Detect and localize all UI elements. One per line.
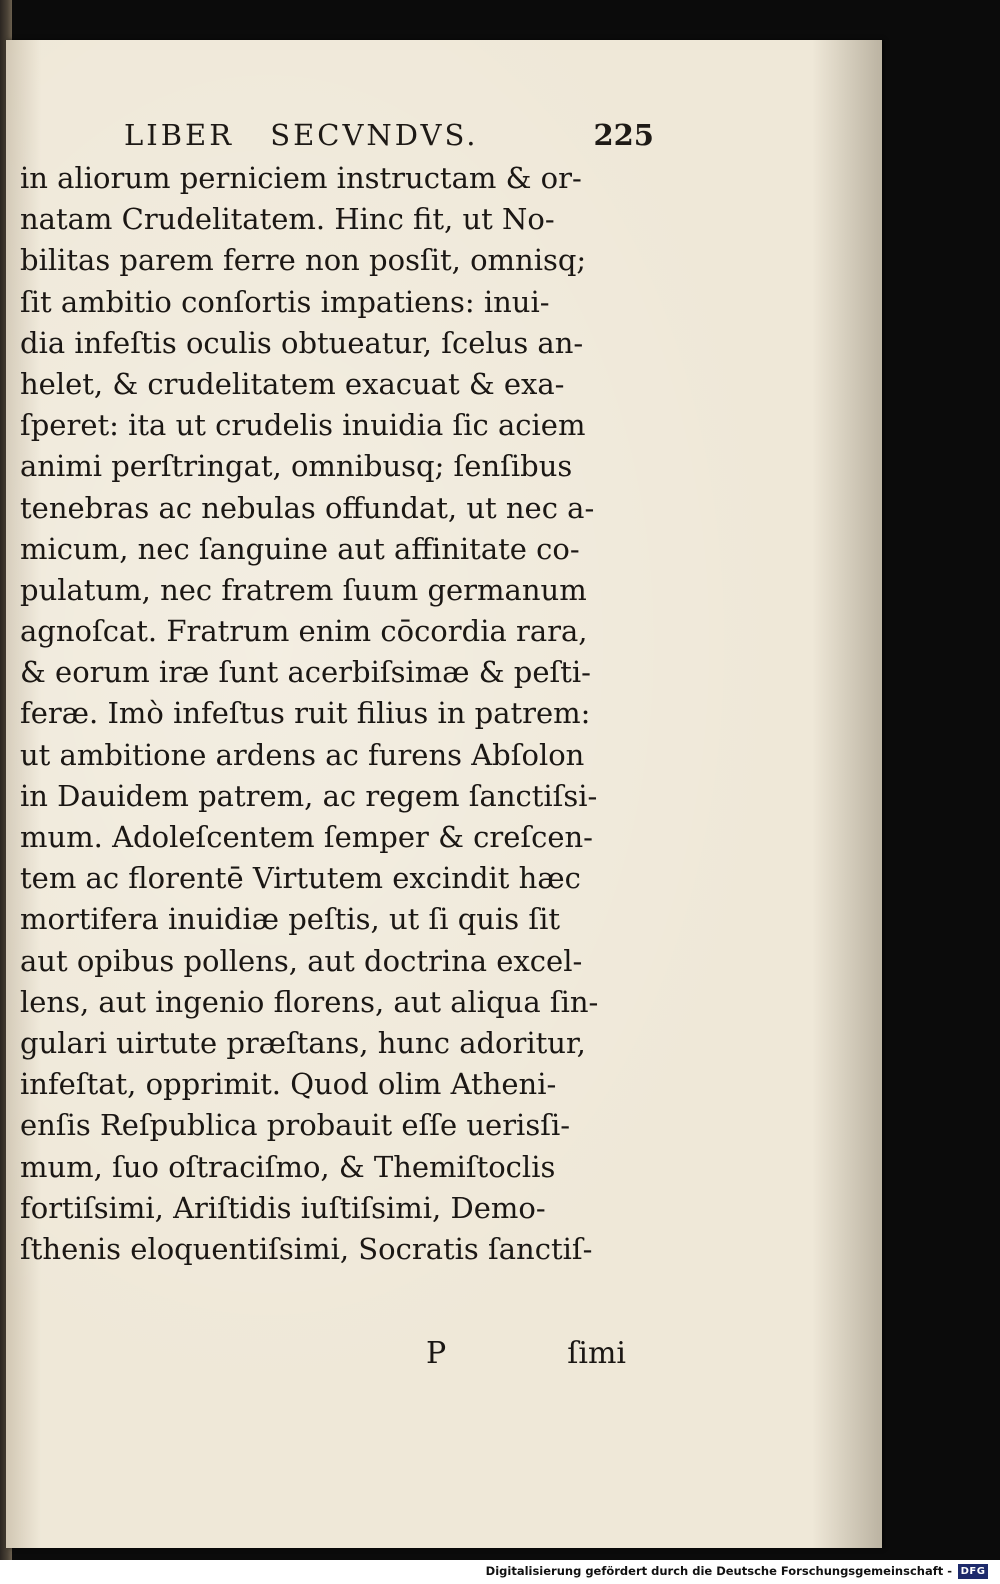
funding-notice: Digitalisierung gefördert durch die Deutsche Forschungsgemeinschaft - bbox=[485, 1564, 952, 1578]
page-number: 225 bbox=[593, 118, 654, 152]
text-line: pulatum, nec fratrem ſuum germanum bbox=[20, 572, 587, 607]
text-line: mum, ſuo oſtraciſmo, & Themiſtoclis bbox=[20, 1149, 556, 1184]
text-line: dia infeſtis oculis obtueatur, ſcelus an- bbox=[20, 325, 584, 360]
text-line: in aliorum perniciem instructam & or- bbox=[20, 161, 582, 195]
text-line: lens, aut ingenio florens, aut aliqua ſin- bbox=[20, 984, 599, 1019]
text-line: ſit ambitio conſortis impatiens: inui- bbox=[20, 284, 550, 319]
text-line: aut opibus pollens, aut doctrina excel- bbox=[20, 943, 583, 978]
text-line: fortiſsimi, Ariſtidis iuſtiſsimi, Demo- bbox=[20, 1190, 546, 1225]
text-line: feræ. Imò infeſtus ruit filius in patrem: bbox=[20, 696, 591, 731]
dfg-logo: DFG bbox=[958, 1564, 988, 1579]
text-line: mortifera inuidiæ peſtis, ut ſi quis ſit bbox=[20, 902, 560, 937]
text-line: natam Crudelitatem. Hinc fit, ut No- bbox=[20, 202, 555, 237]
text-line: agnoſcat. Fratrum enim cōcordia rara, bbox=[20, 614, 588, 649]
text-line: micum, nec ſanguine aut affinitate co- bbox=[20, 531, 580, 566]
text-line: enſis Reſpublica probauit eſſe uerisſi- bbox=[20, 1108, 571, 1143]
text-line: ſthenis eloquentiſsimi, Socratis ſanctiſ- bbox=[20, 1231, 593, 1266]
text-line: helet, & crudelitatem exacuat & exa- bbox=[20, 366, 565, 401]
text-line: infeſtat, opprimit. Quod olim Atheni- bbox=[20, 1067, 557, 1102]
book-page bbox=[6, 40, 882, 1548]
text-line: bilitas parem ferre non posſit, omnisq; bbox=[20, 243, 587, 278]
text-line: in Dauidem patrem, ac regem ſanctiſsi- bbox=[20, 778, 598, 813]
text-line: animi perſtringat, omnibusq; ſenſibus bbox=[20, 449, 573, 484]
running-title: LIBER SECVNDVS. bbox=[124, 118, 479, 152]
signature-mark: P bbox=[426, 1336, 447, 1371]
catchword: ſimi bbox=[567, 1336, 626, 1371]
body-text bbox=[20, 158, 680, 1270]
text-line: ut ambitione ardens ac furens Abſolon bbox=[20, 737, 585, 772]
text-line: mum. Adoleſcentem ſemper & creſcen- bbox=[20, 820, 593, 854]
text-line: tem ac florentē Virtutem excindit hæc bbox=[20, 861, 581, 896]
text-line: ſperet: ita ut crudelis inuidia ſic aciem bbox=[20, 408, 586, 443]
text-line: gulari uirtute præſtans, hunc adoritur, bbox=[20, 1025, 586, 1060]
digitization-footer bbox=[0, 1560, 1000, 1584]
text-line: & eorum iræ ſunt acerbiſsimæ & peſti- bbox=[20, 655, 591, 690]
text-line: tenebras ac nebulas offundat, ut nec a- bbox=[20, 490, 595, 525]
running-head bbox=[124, 118, 654, 158]
page-foot bbox=[426, 1336, 626, 1376]
